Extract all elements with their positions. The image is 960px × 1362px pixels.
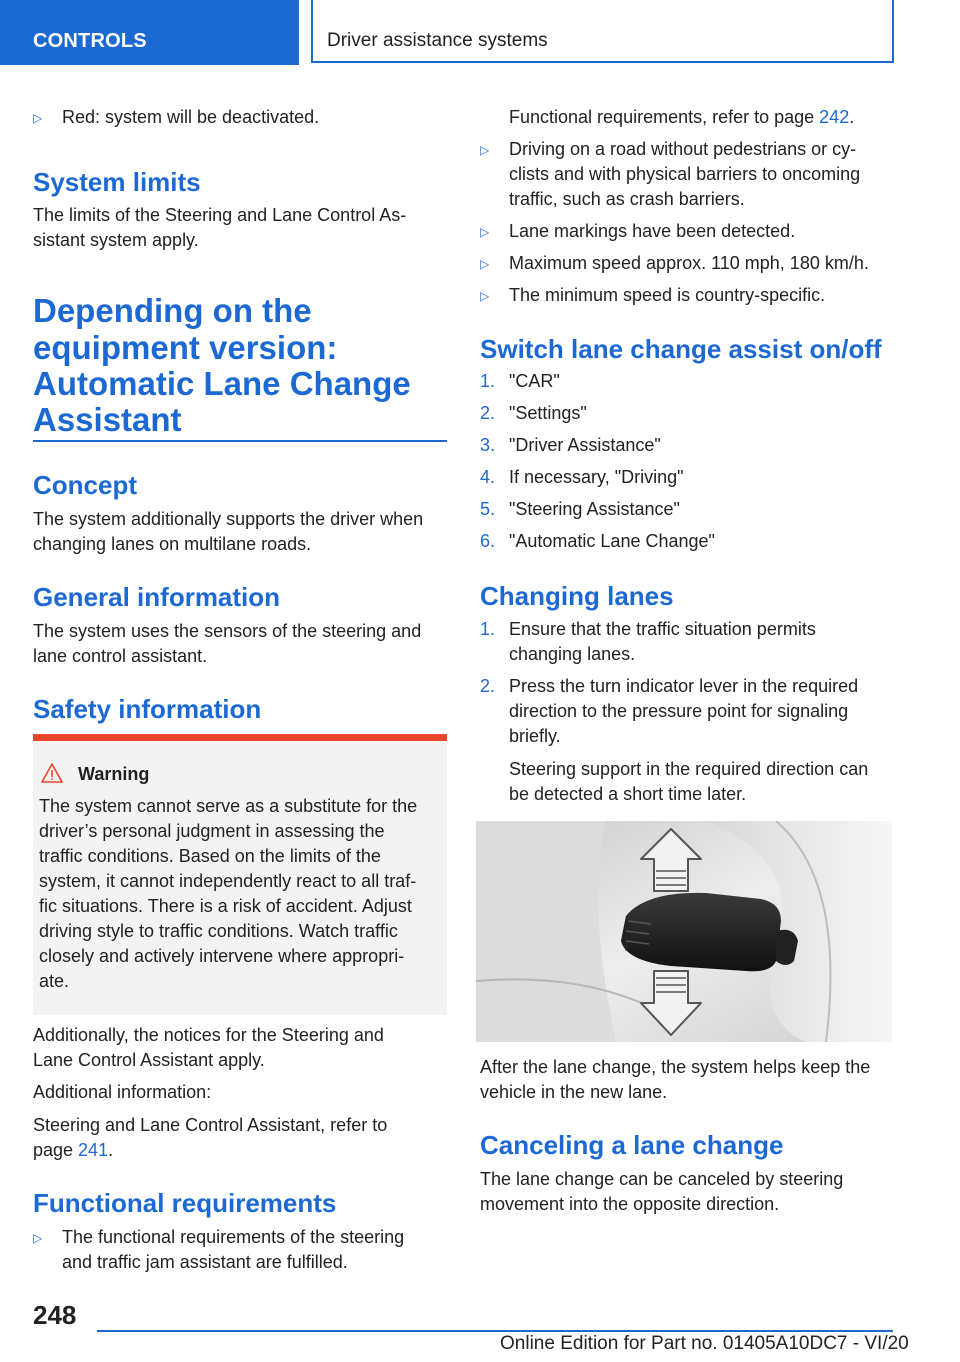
page-number: 248	[33, 1300, 77, 1330]
warning-line: The system cannot serve as a substitute for the	[39, 796, 418, 816]
header-title-box	[311, 0, 894, 63]
paragraph-line: Functional requirements, refer to page 242.	[509, 107, 855, 127]
header-title: Driver assistance systems	[327, 30, 548, 51]
footer-edition: Online Edition for Part no. 01405A10DC7 - VI/20	[500, 1333, 909, 1354]
list-item: ▷ The functional requirements of the steering and traffic jam assistant are fulfilled.	[33, 1227, 405, 1272]
triangle-bullet-icon: ▷	[480, 289, 490, 303]
warning-line: system, it cannot independently react to all traf-	[39, 871, 417, 891]
header-section-label: CONTROLS	[33, 30, 147, 52]
warning-box	[33, 734, 447, 1015]
warning-line: driving style to traffic conditions. Watch traffic	[39, 921, 398, 941]
section-heading-general: General information	[33, 582, 281, 612]
warning-line: closely and actively intervene where appropri-	[39, 946, 405, 966]
warning-triangle-icon	[41, 763, 63, 783]
triangle-bullet-icon: ▷	[480, 257, 490, 271]
paragraph-line: Additionally, the notices for the Steering and	[33, 1025, 384, 1045]
paragraph-line: The lane change can be canceled by steering	[480, 1169, 844, 1189]
page-reference-link[interactable]: 242	[819, 107, 850, 127]
paragraph-line: After the lane change, the system helps keep the	[480, 1057, 871, 1077]
chapter-heading-line: equipment version:	[33, 329, 338, 366]
section-heading-safety: Safety information	[33, 694, 262, 724]
footer-divider	[97, 1330, 893, 1332]
triangle-bullet-icon: ▷	[33, 111, 43, 125]
list-item: ▷ Driving on a road without pedestrians or cy- clists and with physical barriers to oncoming traffic, such as crash barriers.	[480, 139, 861, 209]
numbered-list: 1. "CAR" 2. "Settings" 3. "Driver Assistance" 4. If necessary, "Driving" 5. "Steering Assistance" 6. "Automatic Lane Change"	[480, 371, 715, 551]
paragraph-line: Additional information:	[33, 1082, 212, 1102]
chapter-heading-line: Assistant	[33, 401, 182, 438]
paragraph-line: page 241.	[33, 1140, 114, 1160]
page-reference-link[interactable]: 241	[78, 1140, 109, 1160]
paragraph-line: movement into the opposite direction.	[480, 1194, 780, 1214]
section-heading-functional: Functional requirements	[33, 1188, 337, 1218]
section-heading-changing: Changing lanes	[480, 581, 674, 611]
warning-line: ate.	[39, 971, 70, 991]
turn-indicator-lever-illustration	[476, 821, 892, 1042]
warning-line: fic situations. There is a risk of accident. Adjust	[39, 896, 412, 916]
paragraph-line: Steering and Lane Control Assistant, refer to	[33, 1115, 388, 1135]
header-section-tab	[0, 0, 299, 65]
chapter-heading-line: Depending on the	[33, 292, 312, 329]
paragraph-line: Lane Control Assistant apply.	[33, 1050, 265, 1070]
triangle-bullet-icon: ▷	[33, 1231, 43, 1245]
paragraph-line: The system uses the sensors of the steering and	[33, 621, 422, 641]
paragraph-line: vehicle in the new lane.	[480, 1082, 668, 1102]
paragraph-line: The limits of the Steering and Lane Control As-	[33, 205, 407, 225]
section-heading-canceling: Canceling a lane change	[480, 1130, 784, 1160]
section-heading-system-limits: System limits	[33, 167, 201, 197]
paragraph-line: sistant system apply.	[33, 230, 199, 250]
paragraph-line: lane control assistant.	[33, 646, 208, 666]
triangle-bullet-icon: ▷	[480, 225, 490, 239]
warning-line: driver’s personal judgment in assessing the	[39, 821, 385, 841]
paragraph-line: The system additionally supports the driver when	[33, 509, 424, 529]
section-heading-concept: Concept	[33, 470, 137, 500]
chapter-heading-line: Automatic Lane Change	[33, 365, 411, 402]
paragraph-line: changing lanes on multilane roads.	[33, 534, 312, 554]
warning-title: Warning	[78, 764, 150, 784]
warning-bar	[33, 734, 447, 741]
numbered-list: 1. Ensure that the traffic situation permits changing lanes. 2. Press the turn indicator lever in the required direction to the pressure point for signaling briefly. Steering support in the required direction can be detected a short time later.	[480, 619, 869, 804]
triangle-bullet-icon: ▷	[480, 143, 490, 157]
section-heading-switch: Switch lane change assist on/off	[480, 334, 882, 364]
warning-line: traffic conditions. Based on the limits of the	[39, 846, 381, 866]
chapter-divider	[33, 440, 447, 442]
